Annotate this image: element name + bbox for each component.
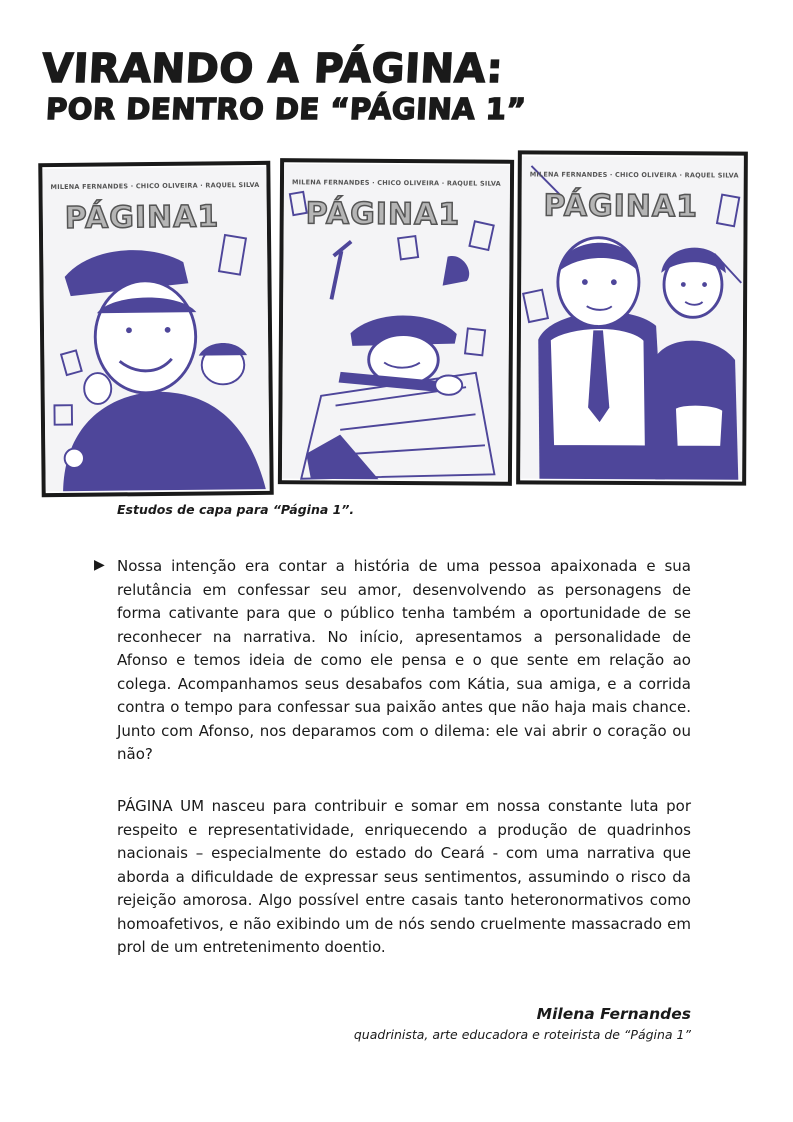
cover-credits: MILENA FERNANDES · CHICO OLIVEIRA · RAQUEL SILVA: [529, 170, 739, 180]
cover-study-1: [38, 161, 273, 497]
page-subtitle: POR DENTRO DE “PÁGINA 1”: [45, 92, 527, 126]
paragraph-1: Nossa intenção era contar a história de uma pessoa apaixonada e sua relutância em confessar seu amor, desenvolvendo as personagens de forma cativante para que o público tenha também a oportunidade de se reconhecer na narrativa. No início, apresentamos a personalidade de Afonso e temos ideia de como ele pensa e o que sente em relação ao colega. Acompanhamos seus desabafos com Kátia, sua amiga, e a corrida contra o tempo para confessar sua paixão antes que não haja mais chance. Junto com Afonso, nos deparamos com o dilema: ele vai abrir o coração ou não?: [117, 557, 691, 763]
figure-caption: Estudos de capa para “Página 1”.: [117, 502, 355, 517]
cover-logo: PÁGINA1: [305, 196, 461, 233]
cover-study-2: [278, 158, 514, 486]
cover-logo: PÁGINA1: [543, 188, 699, 225]
cover-credits: MILENA FERNANDES · CHICO OLIVEIRA · RAQUEL SILVA: [291, 178, 501, 188]
cover-study-3: [516, 150, 748, 485]
cover-credits: MILENA FERNANDES · CHICO OLIVEIRA · RAQUEL SILVA: [50, 180, 260, 192]
right-triangle-icon: ▶: [94, 557, 105, 573]
author-name: Milena Fernandes: [536, 1005, 691, 1023]
page-title: VIRANDO A PÁGINA:: [40, 46, 505, 92]
author-role: quadrinista, arte educadora e roteirista de “Página 1”: [353, 1027, 691, 1042]
paragraph-2: PÁGINA UM nasceu para contribuir e somar em nossa constante luta por respeito e representatividade, enriquecendo a produção de quadrinhos nacionais – especialmente do estado do Ceará - com uma narrativa que aborda a dificuldade de expressar seus sentimentos, assumindo o risco da rejeição amorosa. Algo possível entre casais tanto heteronormativos como homoafetivos, e não exibindo um de nós sendo cruelmente massacrado em prol de um entretenimento doentio.: [117, 797, 691, 956]
cover-logo: PÁGINA1: [64, 199, 220, 236]
